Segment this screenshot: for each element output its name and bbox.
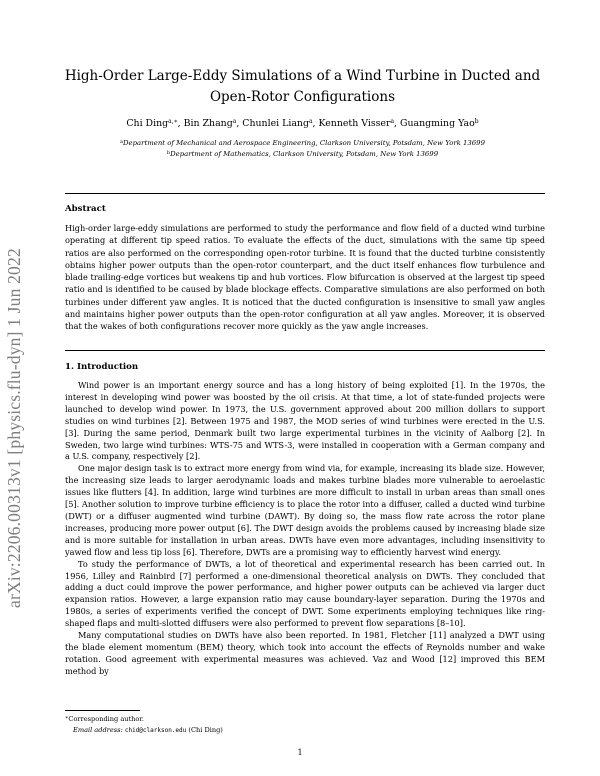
paragraph: Many computational studies on DWTs have also been reported. In 1981, Fletcher [11] analyzed a DWT using the blade element momentum (BEM) theory, which took into account the effects of Reynolds number and wake rotation. Good agreement with experimental measures was achieved. Vaz and Wood [12] improved this BEM method by <box>65 630 545 676</box>
abstract-heading: Abstract <box>65 204 106 214</box>
affiliation: $^b$Department of Mathematics, Clarkson University, Potsdam, New York 13699 <box>166 150 439 158</box>
affiliation-list <box>60 138 545 160</box>
page-number: 1 <box>297 748 303 757</box>
paper-title <box>60 66 545 108</box>
footnote-rule <box>65 710 140 711</box>
abstract-text: High-order large-eddy simulations are performed to study the performance and flow field of a ducted wind turbine operating at different tip speed ratios. To evaluate the effects of the duct, simulations with the same tip speed ratios are also performed on the corresponding open-rotor turbine. It is found that the ducted turbine consistently obtains higher power outputs than the open-rotor counterpart, and the duct itself enhances flow turbulence and blade trailing-edge vortices but weakens tip and hub vortices. Flow bifurcation is observed at the largest tip speed ratio and is identified to be caused by blade blockage effects. Comparative simulations are also performed on both turbines under different yaw angles. It is noticed that the ducted configuration is insensitive to small yaw angles and maintains higher power outputs than the open-rotor configuration at all yaw angles. Moreover, it is observed that the wakes of both configurations recover more quickly as the yaw angle increases. <box>65 223 545 332</box>
footnotes <box>65 714 223 736</box>
author: Bin Zhang$^a$, <box>183 118 243 129</box>
footnote-corresponding: ∗Corresponding author. <box>65 715 144 723</box>
author: Kenneth Visser$^a$, <box>318 118 401 129</box>
paragraph: To study the performance of DWTs, a lot of theoretical and experimental research has been carried out. In 1956, Lilley and Rainbird [7] performed a one-dimensional theoretical analysis on DWTs. They concluded that adding a duct could improve the power performance, and higher power outputs can be achieved via larger duct expansion ratios. However, a large expansion ratio may cause boundary-layer separation. During the 1970s and 1980s, a series of experiments verified the concept of DWT. Some experiments employing techniques like ring-shaped flaps and multi-slotted diffusers were also performed to prevent flow separations [8–10]. <box>65 558 545 629</box>
author: Chunlei Liang$^a$, <box>242 118 319 129</box>
author: Chi Ding$^{a,∗}$, <box>126 118 184 129</box>
title-line-1: High-Order Large-Eddy Simulations of a Wind Turbine in Ducted and <box>64 68 541 84</box>
affiliation: $^a$Department of Mechanical and Aerospace Engineering, Clarkson University, Potsdam, New York 13699 <box>120 139 485 147</box>
section-heading-introduction: 1. Introduction <box>65 362 139 372</box>
introduction-body <box>65 380 545 678</box>
title-line-2: Open-Rotor Configurations <box>209 89 396 105</box>
author: Guangming Yao$^b$ <box>400 118 479 129</box>
top-rule <box>65 193 545 194</box>
footnote-email: Email address: chid@clarkson.edu (Chi Ding) <box>73 725 223 734</box>
author-list <box>60 117 545 130</box>
arxiv-identifier: arXiv:2206.00313v1 [physics.flu-dyn] 1 Jun 2022 <box>4 248 24 608</box>
email-link[interactable]: chid@clarkson.edu <box>124 726 187 734</box>
paragraph: Wind power is an important energy source and has a long history of being exploited [1]. In the 1970s, the interest in developing wind power was boosted by the oil crisis. At that time, a lot of state-funded projects were launched to develop wind power. In 1973, the U.S. government approved about 200 million dollars to support studies on wind turbines [2]. Between 1975 and 1987, the MOD series of wind turbines were erected in the U.S. [3]. During the same period, Denmark built two large experimental turbines in the vicinity of Aalborg [2]. In Sweden, two large wind turbines: WTS-75 and WTS-3, were installed in cooperation with a German company and a U.S. company, respectively [2]. <box>65 380 545 462</box>
paragraph: One major design task is to extract more energy from wind via, for example, increasing its blade size. However, the increasing size leads to larger aerodynamic loads and makes turbine blades more vulnerable to aeroelastic issues like flutters [4]. In addition, large wind turbines are more difficult to install in urban areas than small ones [5]. Another solution to improve turbine efficiency is to place the rotor into a diffuser, called a ducted wind turbine (DWT) or a diffuser augmented wind turbine (DAWT). By doing so, the mass flow rate across the rotor plane increases, producing more power output [6]. The DWT design avoids the problems caused by increasing blade size and is more suitable for installation in urban areas. DWTs have even more advantages, including insensitivity to yawed flow and less tip loss [6]. Therefore, DWTs are a promising way to efficiently harvest wind energy. <box>65 463 545 557</box>
abstract-bottom-rule <box>65 350 545 351</box>
